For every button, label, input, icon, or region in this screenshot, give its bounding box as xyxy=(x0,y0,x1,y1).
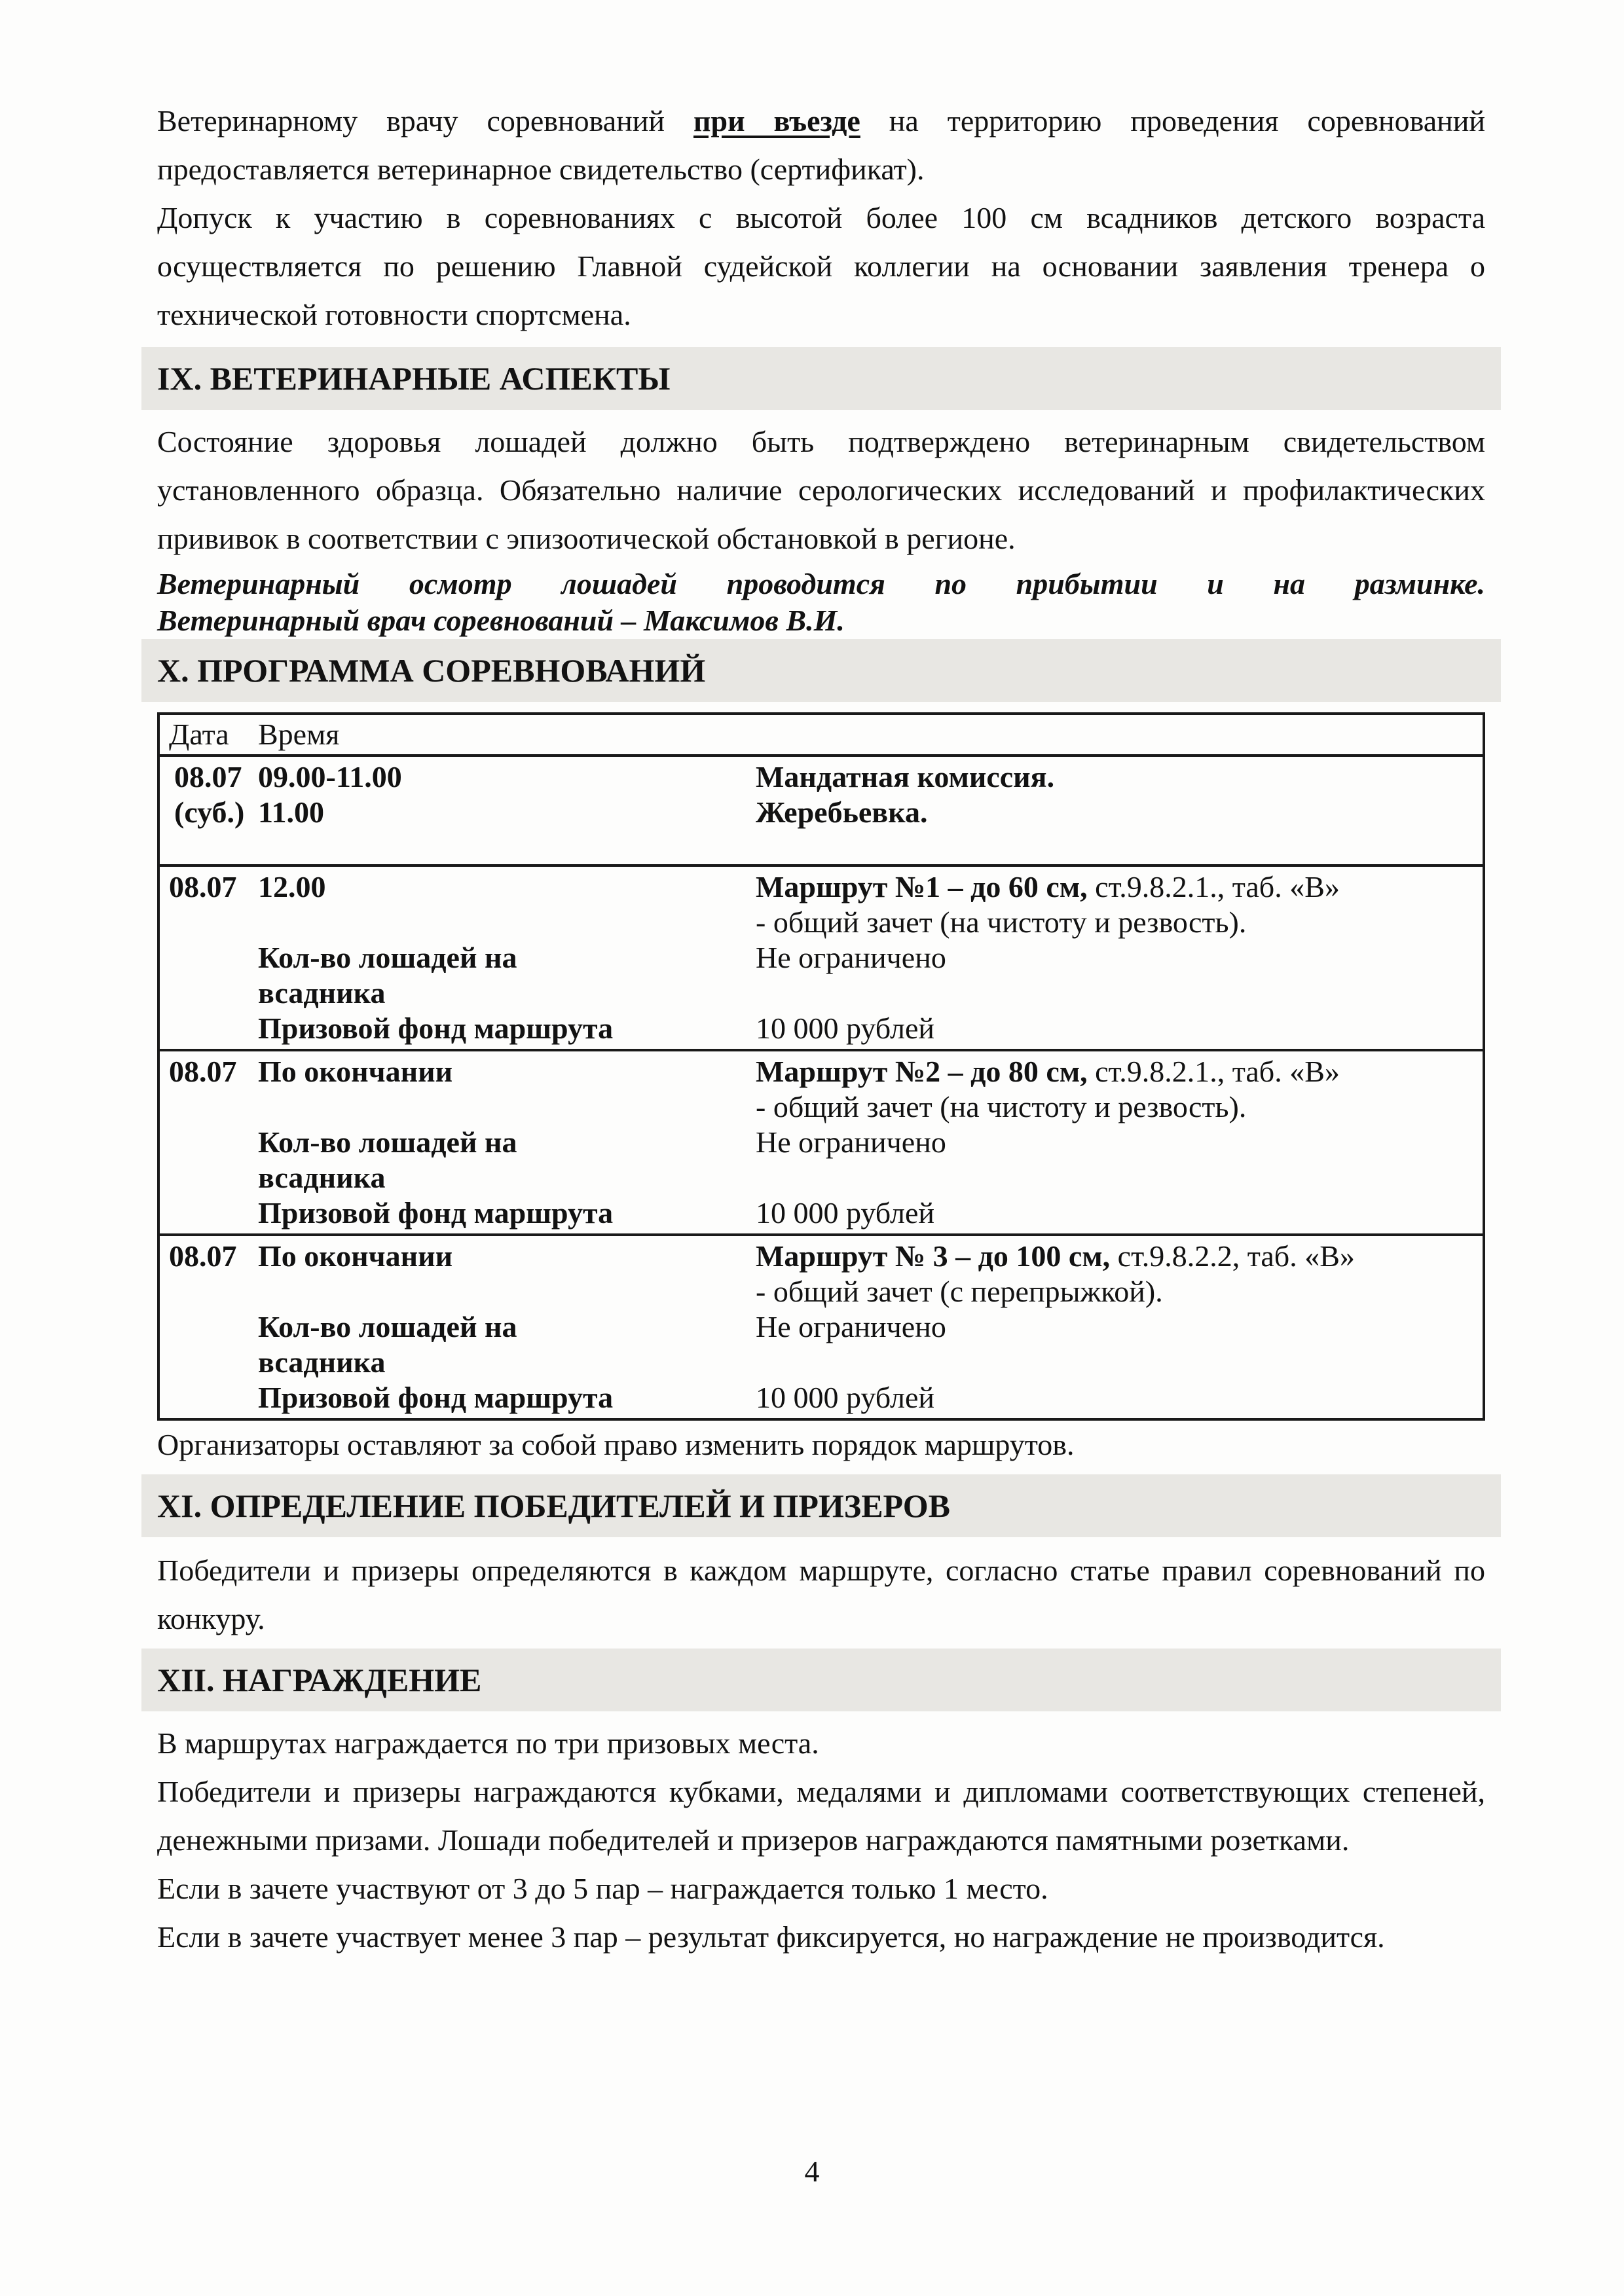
table-subrow xyxy=(160,1195,1483,1231)
program-schedule-table xyxy=(157,712,1485,1421)
route-title-line xyxy=(756,1239,1476,1274)
section-xii-paragraph-places: В маршрутах награждается по три призовых места. xyxy=(157,1726,819,1760)
section-ix-header: IX. ВЕТЕРИНАРНЫЕ АСПЕКТЫ xyxy=(141,347,1501,410)
cell-fund-label: Призовой фонд маршрута xyxy=(258,1196,614,1230)
table-header-spacer xyxy=(756,717,1483,752)
cell-empty xyxy=(160,1011,258,1046)
intro-paragraph-vet-certificate xyxy=(157,97,1485,194)
section-x-header: X. ПРОГРАММА СОРЕВНОВАНИЙ xyxy=(141,639,1501,702)
route-title-rest: ст.9.8.2.1., таб. «В» xyxy=(1087,1055,1340,1088)
cell-empty xyxy=(160,1309,258,1380)
cell-fund-value: 10 000 рублей xyxy=(756,1381,935,1414)
table-header-date: Дата xyxy=(169,718,229,751)
cell-date: 08.07 xyxy=(169,870,237,903)
cell-route-description xyxy=(756,1239,1483,1309)
table-subrow xyxy=(160,1054,1483,1125)
cell-event: Жеребьевка. xyxy=(756,795,928,829)
intro-p1-prefix: Ветеринарному врачу соревнований xyxy=(157,104,693,137)
intro-paragraph-admission: Допуск к участию в соревнованиях с высотой более 100 см всадников детского возраста осуществляется по решению Главной судейской коллегии на основании заявления тренера о технической готовности спортсмена. xyxy=(157,201,1485,331)
table-subrow xyxy=(160,795,1483,830)
table-subrow xyxy=(160,1011,1483,1046)
section-ix-paragraph-health: Состояние здоровья лошадей должно быть подтверждено ветеринарным свидетельством установленного образца. Обязательно наличие серологических исследований и профилактических прививок в соответствии с эпизоотической обстановкой в регионе. xyxy=(157,425,1485,555)
intro-p1-emphasis-underlined: при въезде xyxy=(693,104,860,137)
cell-horses-value: Не ограничено xyxy=(756,1125,946,1159)
table-subrow xyxy=(160,869,1483,940)
table-header-row xyxy=(160,715,1483,757)
cell-empty xyxy=(160,1195,258,1231)
horses-label-text: Кол-во лошадей на всадника xyxy=(258,941,517,1010)
route-title-bold: Маршрут № 3 – до 100 см, xyxy=(756,1239,1111,1273)
organizers-note: Организаторы оставляют за собой право изменить порядок маршрутов. xyxy=(157,1428,1075,1461)
section-xi-header: XI. ОПРЕДЕЛЕНИЕ ПОБЕДИТЕЛЕЙ И ПРИЗЕРОВ xyxy=(141,1474,1501,1537)
table-row-route-2 xyxy=(160,1049,1483,1233)
cell-route-description xyxy=(756,869,1483,940)
cell-time: 11.00 xyxy=(258,795,324,829)
cell-date: (суб.) xyxy=(174,795,245,829)
document-content xyxy=(157,97,1485,1961)
vet-doctor-line: Ветеринарный врач соревнований – Максимов В.И. xyxy=(157,604,845,637)
cell-empty xyxy=(160,1125,258,1195)
table-row-route-1 xyxy=(160,864,1483,1049)
cell-horses-label xyxy=(258,1309,756,1380)
cell-time: По окончании xyxy=(258,1239,453,1273)
route-title-bold: Маршрут №1 – до 60 см, xyxy=(756,870,1088,903)
cell-date: 08.07 xyxy=(174,760,242,793)
vet-inspection-block xyxy=(157,566,1485,639)
cell-empty xyxy=(160,1380,258,1415)
cell-fund-value: 10 000 рублей xyxy=(756,1011,935,1045)
cell-date: 08.07 xyxy=(169,1239,237,1273)
cell-time: 09.00-11.00 xyxy=(258,760,402,793)
table-subrow xyxy=(160,1380,1483,1415)
route-title-bold: Маршрут №2 – до 80 см, xyxy=(756,1055,1088,1088)
table-subrow xyxy=(160,1309,1483,1380)
section-xii-paragraph-3to5-pairs: Если в зачете участвуют от 3 до 5 пар – награждается только 1 место. xyxy=(157,1872,1048,1905)
cell-route-description xyxy=(756,1054,1483,1125)
table-header-time: Время xyxy=(258,718,340,751)
cell-horses-label xyxy=(258,940,756,1011)
cell-horses-value: Не ограничено xyxy=(756,1310,946,1343)
section-xii-paragraph-awards: Победители и призеры награждаются кубками, медалями и дипломами соответствующих степеней, денежными призами. Лошади победителей и призеров награждаются памятными розетками. xyxy=(157,1775,1485,1857)
cell-empty xyxy=(160,940,258,1011)
table-row-route-3 xyxy=(160,1233,1483,1418)
table-row-registration xyxy=(160,757,1483,864)
cell-time: По окончании xyxy=(258,1055,453,1088)
cell-fund-label: Призовой фонд маршрута xyxy=(258,1011,614,1045)
horses-label-text: Кол-во лошадей на всадника xyxy=(258,1125,517,1194)
horses-label-text: Кол-во лошадей на всадника xyxy=(258,1310,517,1379)
table-subrow xyxy=(160,1239,1483,1309)
route-title-line xyxy=(756,869,1476,905)
intro-p1-suffix: на территорию проведения соревнований предоставляется ветеринарное свидетельство (сертификат). xyxy=(157,104,1485,186)
route-title-line xyxy=(756,1054,1476,1089)
route-title-rest: ст.9.8.2.1., таб. «В» xyxy=(1087,870,1340,903)
table-subrow xyxy=(160,940,1483,1011)
cell-fund-value: 10 000 рублей xyxy=(756,1196,935,1230)
section-xii-paragraph-less3-pairs: Если в зачете участвует менее 3 пар – результат фиксируется, но награждение не производится. xyxy=(157,1920,1385,1954)
section-xii-header: XII. НАГРАЖДЕНИЕ xyxy=(141,1649,1501,1711)
route-title-rest: ст.9.8.2.2, таб. «В» xyxy=(1110,1239,1355,1273)
cell-time: 12.00 xyxy=(258,870,326,903)
route-note-line: - общий зачет (на чистоту и резвость). xyxy=(756,905,1247,939)
vet-inspection-line: Ветеринарный осмотр лошадей проводится по прибытии и на разминке. xyxy=(157,567,1485,600)
cell-event: Мандатная комиссия. xyxy=(756,760,1055,793)
cell-fund-label: Призовой фонд маршрута xyxy=(258,1381,614,1414)
table-subrow xyxy=(160,1125,1483,1195)
section-xi-paragraph-winners: Победители и призеры определяются в каждом маршруте, согласно статье правил соревнований по конкуру. xyxy=(157,1554,1485,1635)
table-subrow xyxy=(160,759,1483,795)
cell-horses-label xyxy=(258,1125,756,1195)
cell-horses-value: Не ограничено xyxy=(756,941,946,974)
cell-date: 08.07 xyxy=(169,1055,237,1088)
route-note-line: - общий зачет (с перепрыжкой). xyxy=(756,1275,1163,1308)
page-number: 4 xyxy=(804,2155,820,2188)
route-note-line: - общий зачет (на чистоту и резвость). xyxy=(756,1090,1247,1123)
